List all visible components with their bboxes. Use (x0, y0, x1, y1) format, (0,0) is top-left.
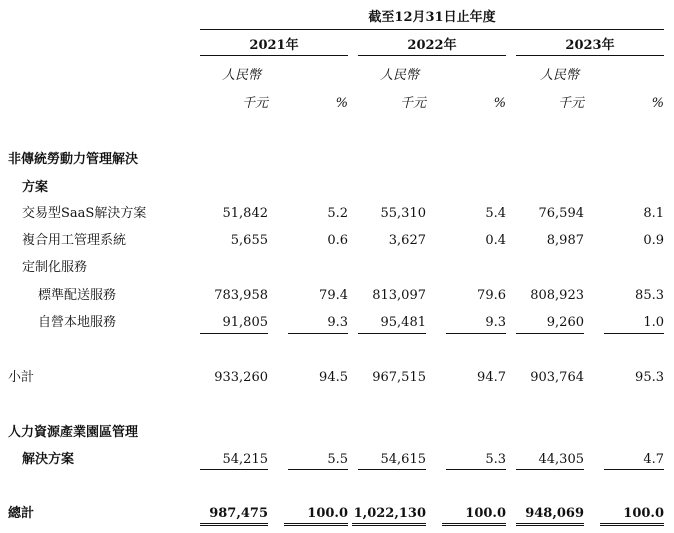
pct-2022: 5.3 (485, 452, 506, 467)
value-2021: 783,958 (214, 288, 268, 303)
value-2023: 808,923 (530, 288, 584, 303)
rule-hr-pct-2022 (446, 469, 506, 470)
pct-2022: 9.3 (485, 315, 506, 330)
rule-hr-2022 (358, 469, 426, 470)
rule-self-operated-pct-2023 (604, 333, 664, 334)
period-heading: 截至12月31日止年度 (368, 10, 496, 25)
value-2022: 54,615 (380, 452, 426, 467)
currency-2021: 人民幣 (222, 68, 262, 83)
double-rule-total-2021 (200, 523, 268, 526)
double-rule-total-2022 (352, 523, 426, 526)
value-2023: 76,594 (538, 206, 584, 221)
value-2023: 44,305 (538, 452, 584, 467)
pct-2023: 0.9 (643, 233, 664, 248)
rule-self-operated-2021 (200, 333, 268, 334)
pct-2021: 100.0 (307, 506, 348, 521)
section-label-hr: 人力資源產業園區管理 (8, 425, 139, 440)
value-2022: 55,310 (380, 206, 426, 221)
pct-2023: 1.0 (643, 315, 664, 330)
value-2022: 3,627 (388, 233, 426, 248)
row-label: 交易型SaaS解決方案 (22, 206, 147, 221)
year-2021-rule (200, 55, 348, 56)
row-label: 解決方案 (22, 452, 75, 467)
value-2021: 91,805 (222, 315, 268, 330)
rule-self-operated-2023 (516, 333, 584, 334)
value-2022: 813,097 (372, 288, 426, 303)
rule-hr-pct-2023 (604, 469, 664, 470)
rule-hr-pct-2021 (288, 469, 348, 470)
pct-2023: 4.7 (643, 452, 664, 467)
unit-2023: 千元 (557, 96, 584, 111)
pct-2023: 85.3 (635, 288, 664, 303)
header-rule (200, 29, 664, 30)
value-2023: 9,260 (546, 315, 584, 330)
value-2023: 903,764 (530, 370, 584, 385)
section-label-non-traditional-cont: 方案 (22, 180, 49, 195)
pct-2021: 79.4 (319, 288, 348, 303)
pct-2023: % (651, 96, 664, 111)
double-rule-total-pct-2023 (600, 523, 664, 526)
value-2022: 1,022,130 (353, 506, 426, 521)
row-label: 總計 (8, 506, 35, 521)
row-label: 標準配送服務 (38, 288, 117, 303)
pct-2021: 0.6 (327, 233, 348, 248)
double-rule-total-pct-2021 (284, 523, 348, 526)
year-2023-heading: 2023年 (565, 38, 615, 53)
year-2023-rule (516, 55, 664, 56)
row-label: 複合用工管理系統 (22, 233, 127, 248)
value-2022: 95,481 (380, 315, 426, 330)
double-rule-total-2023 (516, 523, 584, 526)
custom-services-label: 定制化服務 (22, 260, 88, 275)
pct-2021: 5.2 (327, 206, 348, 221)
pct-2021: 94.5 (319, 370, 348, 385)
value-2023: 948,069 (525, 506, 584, 521)
unit-2022: 千元 (399, 96, 426, 111)
value-2022: 967,515 (372, 370, 426, 385)
row-label: 自營本地服務 (38, 315, 117, 330)
pct-2022: 0.4 (485, 233, 506, 248)
rule-hr-2021 (200, 469, 268, 470)
rule-hr-2023 (516, 469, 584, 470)
double-rule-total-pct-2022 (442, 523, 506, 526)
value-2021: 933,260 (214, 370, 268, 385)
currency-2022: 人民幣 (380, 68, 420, 83)
pct-2022: % (493, 96, 506, 111)
value-2021: 5,655 (230, 233, 268, 248)
pct-2022: 79.6 (477, 288, 506, 303)
value-2021: 987,475 (209, 506, 268, 521)
rule-self-operated-pct-2021 (288, 333, 348, 334)
value-2023: 8,987 (546, 233, 584, 248)
year-2022-rule (358, 55, 506, 56)
row-label: 小計 (8, 370, 35, 385)
pct-2023: 95.3 (635, 370, 664, 385)
pct-2022: 100.0 (465, 506, 506, 521)
year-2022-heading: 2022年 (407, 38, 457, 53)
pct-2022: 94.7 (477, 370, 506, 385)
rule-self-operated-pct-2022 (446, 333, 506, 334)
unit-2021: 千元 (241, 96, 268, 111)
pct-2023: 100.0 (623, 506, 664, 521)
pct-2023: 8.1 (643, 206, 664, 221)
currency-2023: 人民幣 (540, 68, 580, 83)
year-2021-heading: 2021年 (249, 38, 299, 53)
pct-2021: 5.5 (327, 452, 348, 467)
value-2021: 51,842 (222, 206, 268, 221)
pct-2022: 5.4 (485, 206, 506, 221)
pct-2021: 9.3 (327, 315, 348, 330)
value-2021: 54,215 (222, 452, 268, 467)
section-label-non-traditional: 非傳統勞動力管理解決 (8, 152, 139, 167)
rule-self-operated-2022 (358, 333, 426, 334)
pct-2021: % (335, 96, 348, 111)
